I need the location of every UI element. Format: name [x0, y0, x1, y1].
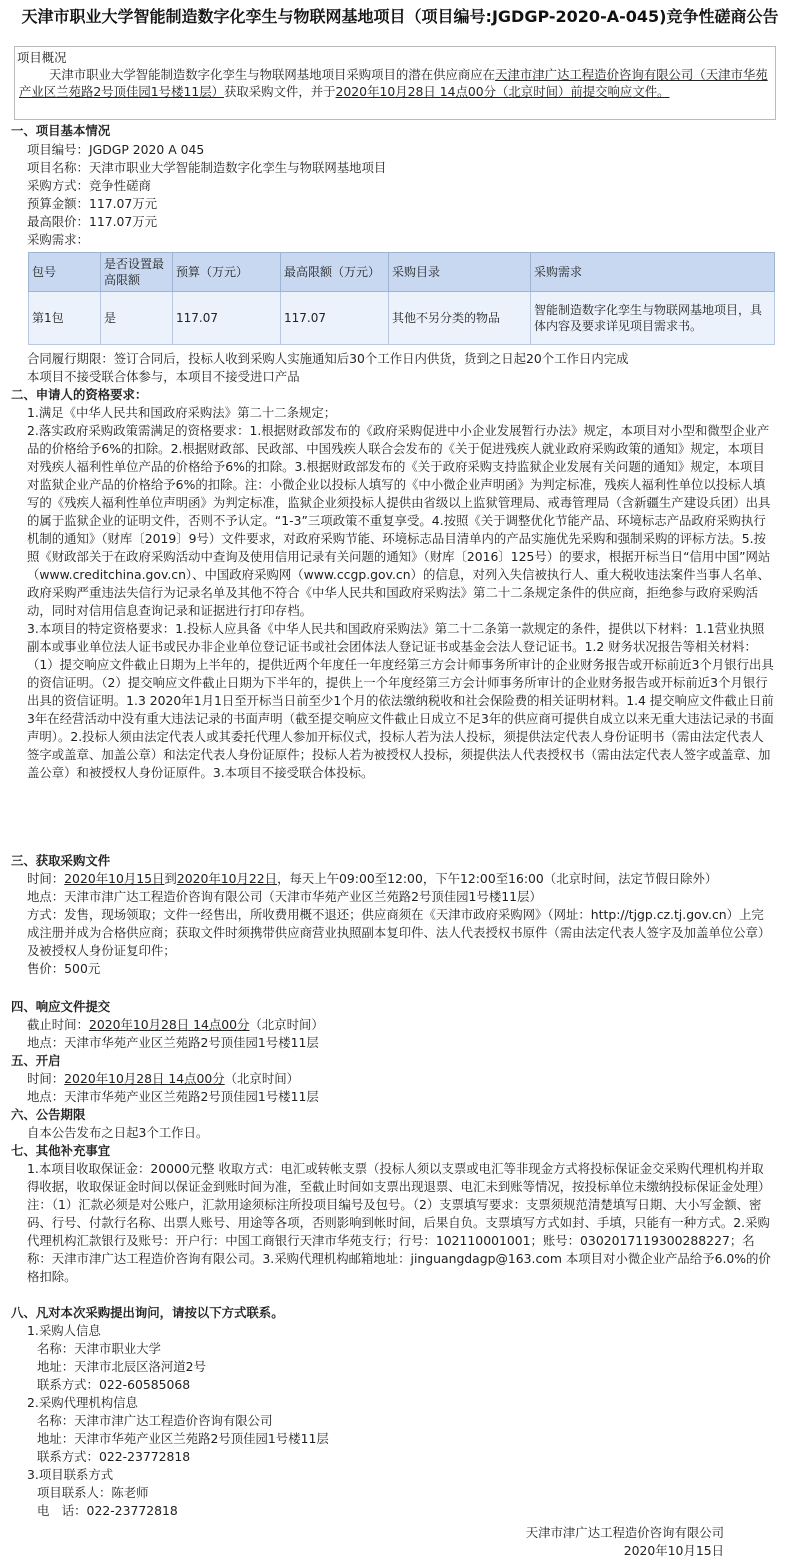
- cell-requirement: 智能制造数字化孪生与物联网基地项目，具体内容及要求详见项目需求书。: [531, 292, 775, 345]
- section-5-body: [27, 1070, 775, 1106]
- cell-package-no: 第1包: [29, 292, 101, 345]
- project-contact-title: 3.项目联系方式: [27, 1467, 114, 1482]
- supplementary-text: 1.本项目收取保证金：20000元整 收取方式：电汇或转帐支票（投标人须以支票或电汇等非现金方式将投标保证金交采购代理机构并取得收据，收取保证金时间以保证金到账时间为准，至截止时间如支票出现退票、电汇未到账等情况，按投标单位未缴纳投标保证金处理）注：（1）汇款必须是对公账户，汇款用途须标注所投项目编号及包号。（2）支票填写要求：支票须规范清楚填写日期、大小写金额、密码、行号、付款行名称、出票人账号、用途等各项，否则影响到帐时间，后果自负。支票填写方式如封、手填，只能有一种方式。2.采购代理机构汇款银行及账号：开户行：中国工商银行天津市华苑支行；行号：102110001001；账号：0302017119300288227；名称：天津市津广达工程造价咨询有限公司。3.采购代理机构邮箱地址：jinguangdagp@163.com 本项目对小微企业产品给予6.0%的价格扣除。: [27, 1161, 771, 1284]
- purchaser-address: 地址：天津市北辰区洛河道2号: [37, 1359, 206, 1374]
- procurement-method: 采购方式：竞争性磋商: [27, 178, 151, 193]
- acquire-start: 2020年10月15日: [64, 871, 165, 886]
- header-package-no: 包号: [29, 253, 101, 292]
- cell-catalog: 其他不另分类的物品: [389, 292, 531, 345]
- header-max-limit: 最高限额（万元）: [281, 253, 389, 292]
- section-1-info: [27, 141, 775, 249]
- open-time-tz: （北京时间）: [224, 1071, 300, 1086]
- page-title: 天津市职业大学智能制造数字化孪生与物联网基地项目（项目编号:JGDGP-2020-A-045)竞争性磋商公告: [21, 7, 779, 26]
- overview-text: [15, 66, 775, 100]
- project-name: 项目名称：天津市职业大学智能制造数字化孪生与物联网基地项目: [27, 160, 387, 175]
- acquire-method: 方式：发售，现场领取；文件一经售出，所收费用概不退还；供应商须在《天津市政府采购网》（网址：http://tjgp.cz.tj.gov.cn）上完成注册并成为合格供应商；获取文件时须携带供应商营业执照副本复印件、法人代表授权书原件（需由法定代表人签字及加盖单位公章）及被授权人身份证复印件；: [27, 907, 771, 958]
- contract-period: 合同履行期限：签订合同后，投标人收到采购人实施通知后30个工作日内供货，货到之日起20个工作日内完成: [27, 351, 629, 366]
- section-3-heading: 三、获取采购文件: [11, 853, 111, 868]
- acquire-end: 2020年10月22日: [176, 871, 278, 886]
- purchaser-title: 1.采购人信息: [27, 1323, 101, 1338]
- submit-deadline: [27, 1016, 775, 1034]
- section-4-heading: 四、响应文件提交: [11, 999, 111, 1014]
- overview-text-c: 获取采购文件，并于: [224, 84, 336, 99]
- max-price: 最高限价：117.07万元: [27, 214, 158, 229]
- section-8-body: [27, 1322, 775, 1520]
- header-catalog: 采购目录: [389, 253, 531, 292]
- agency-phone: 联系方式：022-23772818: [37, 1449, 191, 1464]
- submit-deadline-label: 截止时间：: [27, 1017, 89, 1032]
- section-7-heading: 七、其他补充事宜: [11, 1143, 111, 1158]
- acquire-place: 地点：天津市津广达工程造价咨询有限公司（天津市华苑产业区兰苑路2号顶佳园1号楼11层）: [27, 889, 542, 904]
- acquire-time: [27, 870, 775, 888]
- section-1-heading: 一、项目基本情况: [11, 123, 111, 138]
- overview-heading: 项目概况: [17, 50, 67, 65]
- section-6-heading: 六、公告期限: [11, 1107, 86, 1122]
- overview-agency: 天津市津广达工程造价咨询有限公司（天津市华苑产业区兰苑路2号顶佳园1号楼11层）: [19, 67, 768, 99]
- table-row: [29, 292, 775, 345]
- submit-deadline-value: 2020年10月28日 14点00分: [88, 1017, 250, 1032]
- open-time: [27, 1070, 775, 1088]
- section-7-body: [27, 1160, 775, 1286]
- header-budget: 预算（万元）: [173, 253, 281, 292]
- requirements-table: [28, 252, 775, 345]
- signature-block: [526, 1524, 724, 1560]
- section-2-body: [27, 404, 775, 782]
- header-requirement: 采购需求: [531, 253, 775, 292]
- signature-org: 天津市津广达工程造价咨询有限公司: [525, 1525, 724, 1540]
- qualification-2: 2.落实政府采购政策需满足的资格要求：1.根据财政部发布的《政府采购促进中小企业发展暂行办法》规定，本项目对小型和微型企业产品的价格给予6%的扣除。2.根据财政部、民政部、中国残疾人联合会发布的《关于促进残疾人就业政府采购政策的通知》规定，本项目对残疾人福利性单位产品的价格给予6%的扣除。3.根据财政部发布的《关于政府采购支持监狱企业发展有关问题的通知》规定，本项目对监狱企业产品的价格给予6%的扣除。注：小微企业以投标人填写的《中小微企业声明函》为判定标准，残疾人福利性单位以投标人填写的《残疾人福利性单位声明函》为判定标准，监狱企业须投标人提供由省级以上监狱管理局、戒毒管理局（含新疆生产建设兵团）出具的属于监狱企业的证明文件，否则不予认定。“1-3”三项政策不重复享受。4.按照《关于调整优化节能产品、环境标志产品政府采购执行机制的通知》（财库〔2019〕9号）文件要求，对政府采购节能、环境标志品目清单内的产品实施优先采购和强制采购的评标方法。5.按照《财政部关于在政府采购活动中查询及使用信用记录有关问题的通知》（财库〔2016〕125号）的要求，根据开标当日“信用中国”网站（www.creditchina.gov.cn）、中国政府采购网（www.ccgp.gov.cn）的信息，对列入失信被执行人、重大税收违法案件当事人名单、政府采购严重违法失信行为记录名单及其他不符合《中华人民共和国政府采购法》第二十二条规定条件的供应商，拒绝参与政府采购活动，同时对信用信息查询记录和证据进行打印存档。: [27, 423, 771, 618]
- agency-name: 名称：天津市津广达工程造价咨询有限公司: [37, 1413, 273, 1428]
- acquire-price: 售价：500元: [27, 961, 101, 976]
- project-number: 项目编号：JGDGP 2020 A 045: [27, 142, 205, 157]
- overview-deadline: 2020年10月28日 14点00分: [335, 84, 497, 99]
- purchaser-name: 名称：天津市职业大学: [37, 1341, 161, 1356]
- submit-place: 地点：天津市华苑产业区兰苑路2号顶佳园1号楼11层: [27, 1035, 319, 1050]
- section-1-after: [27, 350, 775, 386]
- purchaser-phone: 联系方式：022-60585068: [37, 1377, 191, 1392]
- submit-deadline-tz: （北京时间）: [249, 1017, 324, 1032]
- section-5-heading: 五、开启: [11, 1053, 61, 1068]
- section-6-body: [27, 1124, 775, 1142]
- signature-date: 2020年10月15日: [623, 1543, 724, 1558]
- acquire-time-label: 时间：: [27, 871, 65, 886]
- qualification-3: 3.本项目的特定资格要求：1.投标人应具备《中华人民共和国政府采购法》第二十二条第一款规定的条件，提供以下材料：1.1营业执照副本或事业单位法人证书或民办非企业单位登记证书或社会团体法人登记证书或基金会法人登记证书。1.2 财务状况报告等相关材料：（1）提交响应文件截止日期为上半年的，提供近两个年度任一年度经第三方会计师事务所审计的企业财务报告或开标前近3个月银行出具的资信证明。（2）提交响应文件截止日期为下半年的，提供上一个年度经第三方会计师事务所审计的企业财务报告或开标前近3个月银行出具的资信证明。1.3 2020年1月1日至开标当日前至少1个月的依法缴纳税收和社会保险费的相关证明材料。1.4 提交响应文件截止日前3年在经营活动中没有重大违法记录的书面声明（截至提交响应文件截止日成立不足3年的供应商可提供自成立以来无重大违法记录的书面声明）。2.投标人须由法定代表人或其委托代理人参加开标仪式，投标人若为法人投标，须提供法定代表人身份证明书（需由法定代表人签字或盖章、加盖公章）和法定代表人身份证原件；投标人若为被授权人投标，须提供法人代表授权书（需由法定代表人签字或盖章、加盖公章）和被授权人身份证原件。3.本项目不接受联合体投标。: [27, 621, 774, 780]
- cell-budget: 117.07: [173, 292, 281, 345]
- overview-text-e: （北京时间）前提交响应文件。: [496, 84, 670, 99]
- requirements-label: 采购需求：: [27, 232, 89, 247]
- project-contact-person: 项目联系人：陈老师: [37, 1485, 149, 1500]
- agency-address: 地址：天津市华苑产业区兰苑路2号顶佳园1号楼11层: [37, 1431, 329, 1446]
- project-contact-phone: 电 话：022-23772818: [37, 1503, 178, 1518]
- agency-title: 2.采购代理机构信息: [27, 1395, 138, 1410]
- consortium-note: 本项目不接受联合体参与，本项目不接受进口产品: [27, 369, 300, 384]
- acquire-to: 到: [164, 871, 177, 886]
- table-header-row: [29, 253, 775, 292]
- overview-text-a: 天津市职业大学智能制造数字化孪生与物联网基地项目采购项目的潜在供应商应在: [49, 67, 496, 82]
- acquire-hours: ，每天上午09:00至12:00，下午12:00至16:00（北京时间，法定节假日除外）: [277, 871, 718, 886]
- budget-amount: 预算金额：117.07万元: [27, 196, 158, 211]
- announcement-period: 自本公告发布之日起3个工作日。: [27, 1125, 209, 1140]
- section-8-heading: 八、凡对本次采购提出询问，请按以下方式联系。: [11, 1305, 284, 1320]
- open-time-label: 时间：: [27, 1071, 65, 1086]
- cell-max-limit: 117.07: [281, 292, 389, 345]
- qualification-1: 1.满足《中华人民共和国政府采购法》第二十二条规定；: [27, 405, 337, 420]
- open-place: 地点：天津市华苑产业区兰苑路2号顶佳园1号楼11层: [27, 1089, 319, 1104]
- open-time-value: 2020年10月28日 14点00分: [64, 1071, 225, 1086]
- section-3-body: [27, 870, 775, 978]
- section-2-heading: 二、申请人的资格要求：: [11, 387, 148, 402]
- cell-has-limit: 是: [101, 292, 173, 345]
- overview-box: [14, 46, 776, 120]
- section-4-body: [27, 1016, 775, 1052]
- header-has-limit: 是否设置最高限额: [101, 253, 173, 292]
